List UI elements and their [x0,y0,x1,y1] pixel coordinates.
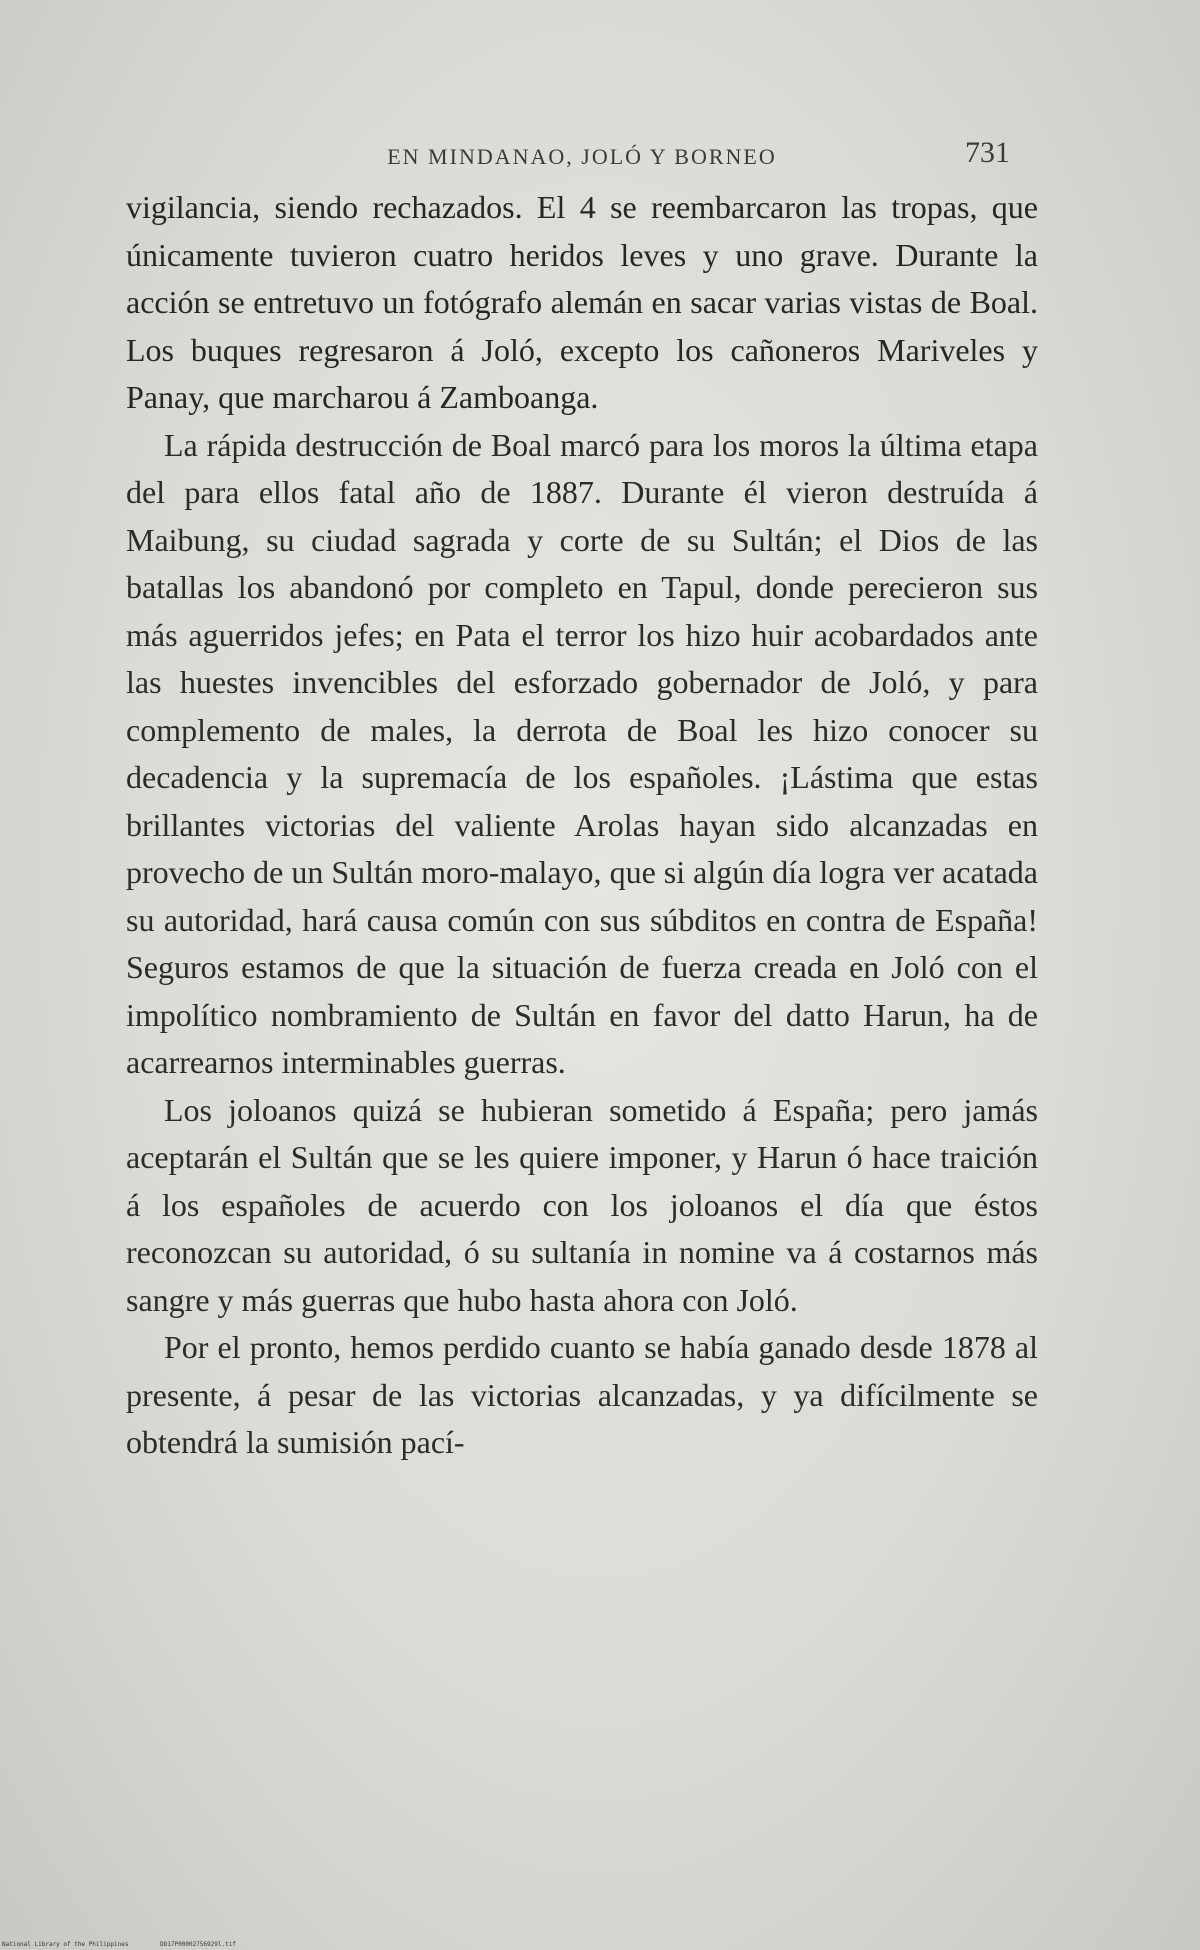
body-text [126,184,1038,1467]
paragraph-1: vigilancia, siendo rechazados. El 4 se reembarcaron las tropas, que únicamente tuvieron cuatro heridos leves y uno grave. Durante la acción se entretuvo un fotógrafo alemán en sacar varias vistas de Boal. Los buques regresaron á Joló, excepto los cañoneros Mariveles y Panay, que marcharou á Zamboanga. [126,189,1038,415]
footer-file-id: DO17P00002756929l.tif [160,1941,236,1948]
paragraph-4: Por el pronto, hemos perdido cuanto se había ganado desde 1878 al presente, á pesar de las victorias alcanzadas, y ya difícilmente se obtendrá la sumisión pací- [126,1329,1038,1460]
page-number: 731 [965,136,1010,169]
book-page [126,130,1038,1770]
paragraph-3: Los joloanos quizá se hubieran sometido á España; pero jamás aceptarán el Sultán que se les quiere imponer, y Harun ó hace traición á los españoles de acuerdo con los joloanos el día que éstos reconozcan su autoridad, ó su sultanía in nomine va á costarnos más sangre y más guerras que hubo hasta ahora con Joló. [126,1091,1038,1318]
footer-library: National Library of the Philippines [2,1941,129,1948]
running-title: EN MINDANAO, JOLÓ Y BORNEO [387,144,777,169]
running-head [126,130,1038,180]
paragraph-2: La rápida destrucción de Boal marcó para los moros la última etapa del para ellos fatal año de 1887. Durante él vieron destruída á Maibung, su ciudad sagrada y corte de su Sultán; el Dios de las batallas los abandonó por completo en Tapul, donde perecieron sus más aguerridos jefes; en Pata el terror los hizo huir acobardados ante las huestes invencibles del esforzado gobernador de Joló, y para complemento de males, la derrota de Boal les hizo conocer su decadencia y la supremacía de los españoles. ¡Lástima que estas brillantes victorias del valiente Arolas hayan sido alcanzadas en provecho de un Sultán moro-malayo, que si algún día logra ver acatada su autoridad, hará causa común con sus súbditos en contra de España! Seguros estamos de que la situación de fuerza creada en Joló con el impolítico nombramiento de Sultán en favor del datto Harun, ha de acarrearnos interminables guerras. [126,426,1038,1080]
scan-footer [2,1941,264,1948]
